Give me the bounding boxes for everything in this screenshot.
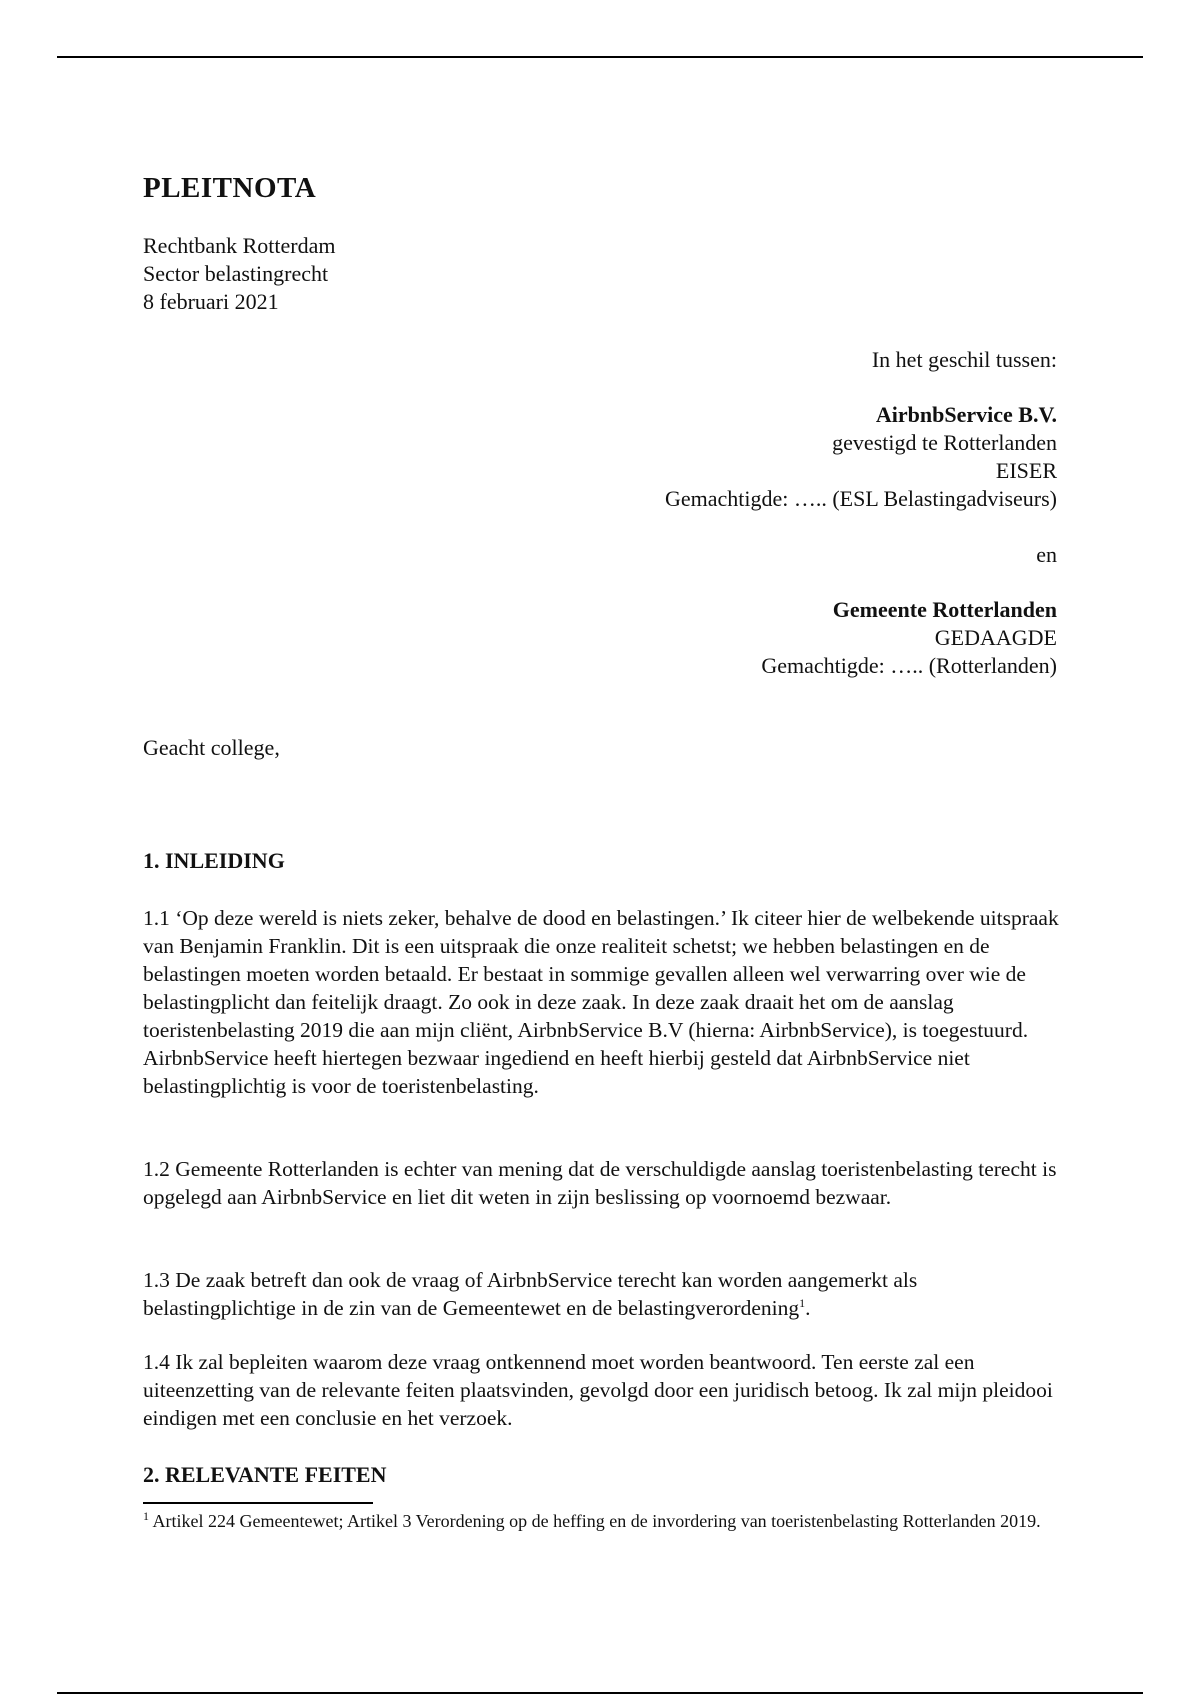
top-rule — [57, 56, 1143, 58]
paragraph-1-4: 1.4 Ik zal bepleiten waarom deze vraag ontkennend moet worden beantwoord. Ten eerste zal een uiteenzetting van de relevante feiten plaatsvinden, gevolgd door een juridisch betoog. Ik zal mijn pleidooi eindigen met een conclusie en het verzoek. — [143, 1350, 1053, 1430]
plaintiff-location: gevestigd te Rotterlanden — [832, 430, 1057, 455]
bottom-rule — [57, 1692, 1143, 1694]
court-name: Rechtbank Rotterdam — [143, 233, 336, 258]
paragraph-1-3-end: . — [805, 1296, 811, 1320]
defendant-name: Gemeente Rotterlanden — [832, 597, 1057, 622]
section-heading-relevant-facts: 2. RELEVANTE FEITEN — [143, 1462, 387, 1487]
section-heading-introduction: 1. INLEIDING — [143, 848, 285, 873]
dispute-intro: In het geschil tussen: — [871, 347, 1057, 372]
plaintiff-name: AirbnbService B.V. — [875, 402, 1057, 427]
footnote-reference[interactable]: 1 — [799, 1295, 806, 1310]
plaintiff-role: EISER — [995, 458, 1057, 483]
footnote-separator — [143, 1502, 373, 1504]
footnote-text: Artikel 224 Gemeentewet; Artikel 3 Verordening op de heffing en de invordering van toeristenbelasting Rotterlanden 2019. — [152, 1511, 1041, 1531]
salutation: Geacht college, — [143, 735, 280, 760]
document-date: 8 februari 2021 — [143, 289, 279, 314]
plaintiff-block — [665, 401, 1057, 513]
paragraph-1-1: 1.1 ‘Op deze wereld is niets zeker, behalve de dood en belastingen.’ Ik citeer hier de welbekende uitspraak van Benjamin Franklin. Dit is een uitspraak die onze realiteit schetst; we hebben belastingen en de belastingen moeten worden betaald. Er bestaat in sommige gevallen alleen wel verwarring over wie de belastingplicht dan feitelijk draagt. Zo ook in deze zaak. In deze zaak draait het om de aanslag toeristenbelasting 2019 die aan mijn cliënt, AirbnbService B.V (hierna: AirbnbService), is toegestuurd. AirbnbService heeft hiertegen bezwaar ingediend en heeft hierbij gesteld dat AirbnbService niet belastingplichtig is voor de toeristenbelasting. — [143, 906, 1059, 1098]
court-block — [143, 232, 335, 316]
paragraph-1-3-text: 1.3 De zaak betreft dan ook de vraag of AirbnbService terecht kan worden aangemerkt als belastingplichtige in de zin van de Gemeentewet en de belastingverordening — [143, 1268, 918, 1320]
paragraph-1-3 — [143, 1266, 1063, 1322]
defendant-block — [761, 596, 1057, 680]
defendant-representative: Gemachtigde: ….. (Rotterlanden) — [761, 653, 1057, 678]
document-title: PLEITNOTA — [143, 172, 317, 204]
defendant-role: GEDAAGDE — [934, 625, 1057, 650]
court-sector: Sector belastingrecht — [143, 261, 329, 286]
paragraph-1-2: 1.2 Gemeente Rotterlanden is echter van mening dat de verschuldigde aanslag toeristenbelasting terecht is opgelegd aan AirbnbService en liet dit weten in zijn beslissing op voornoemd bezwaar. — [143, 1157, 1057, 1209]
footnote-number: 1 — [143, 1509, 149, 1523]
conjunction: en — [1036, 542, 1057, 567]
footnote — [143, 1510, 1043, 1533]
plaintiff-representative: Gemachtigde: ….. (ESL Belastingadviseurs) — [664, 486, 1057, 511]
